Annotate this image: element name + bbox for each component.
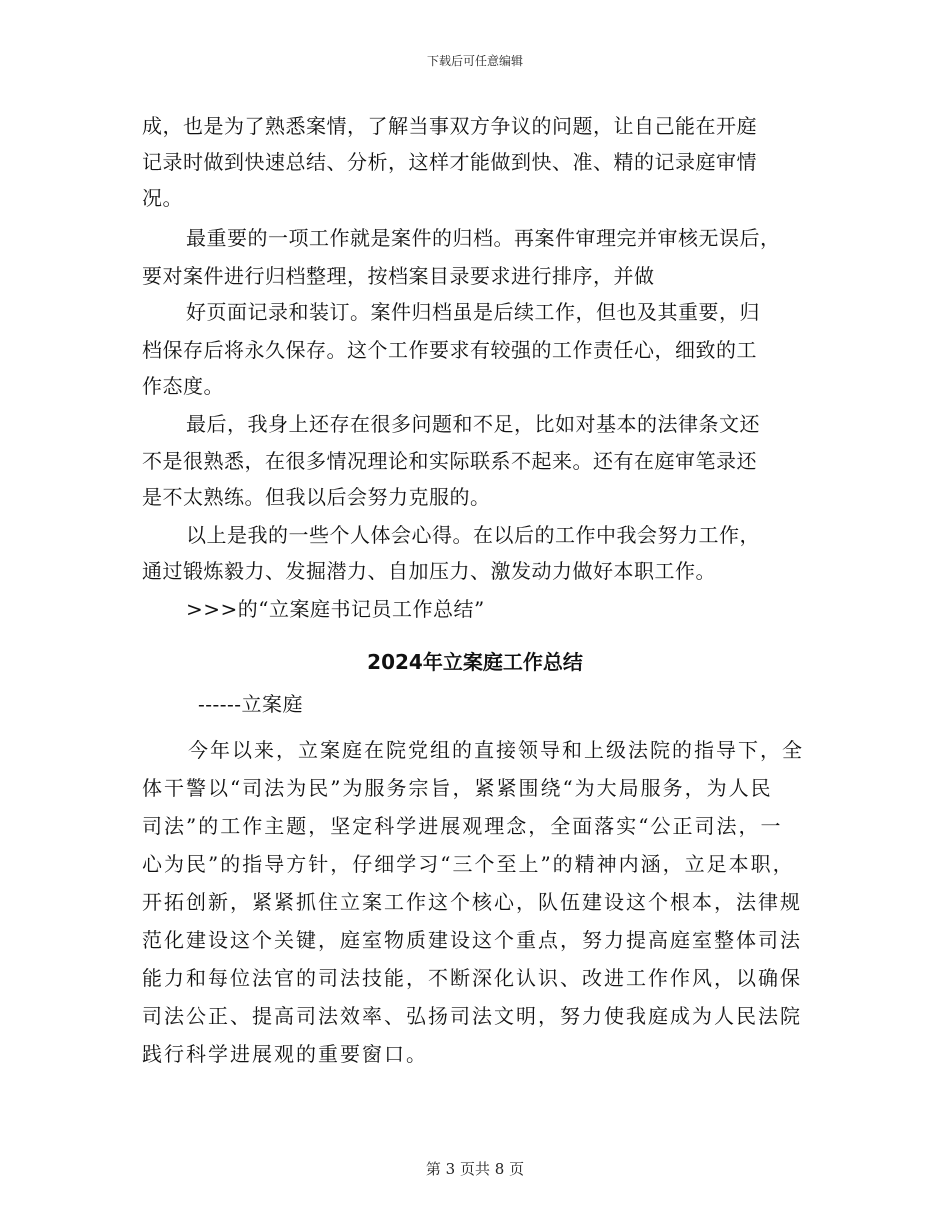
- text-line: 能力和每位法官的司法技能，不断深化认识、改进工作作风，以确保: [142, 966, 802, 990]
- text-line: 开拓创新，紧紧抓住立案工作这个核心，队伍建设这个根本，法律规: [142, 890, 802, 914]
- page-header: 下载后可任意编辑: [426, 54, 523, 68]
- text-line: 通过锻炼毅力、发掘潜力、自加压力、激发动力做好本职工作。: [142, 559, 716, 583]
- text-line: 心为民”的指导方针，仔细学习“三个至上”的精神内涵，立足本职，: [142, 852, 795, 876]
- section-byline: ------立案庭: [198, 692, 304, 716]
- text-line: 以上是我的一些个人体会心得。在以后的工作中我会努力工作，: [186, 523, 760, 547]
- text-line: 好页面记录和装订。案件归档虽是后续工作，但也及其重要，归: [186, 300, 760, 324]
- text-line: >>>的“立案庭书记员工作总结”: [186, 597, 485, 621]
- text-line: 司法公正、提高司法效率、弘扬司法文明，努力使我庭成为人民法院: [142, 1004, 802, 1028]
- text-line: 不是很熟悉，在很多情况理论和实际联系不起来。还有在庭审笔录还: [142, 449, 757, 473]
- text-line: 成，也是为了熟悉案情，了解当事双方争议的问题，让自己能在开庭: [142, 114, 757, 138]
- text-line: 是不太熟练。但我以后会努力克服的。: [142, 485, 491, 509]
- text-line: 范化建设这个关键，庭室物质建设这个重点，努力提高庭室整体司法: [142, 928, 802, 952]
- page-footer: 第 3 页共 8 页: [425, 1160, 525, 1178]
- section-title: 2024年立案庭工作总结: [367, 650, 583, 674]
- text-line: 司法”的工作主题，坚定科学进展观理念，全面落实“公正司法，一: [142, 814, 783, 838]
- text-line: 践行科学进展观的重要窗口。: [142, 1042, 428, 1066]
- text-line: 况。: [142, 186, 183, 210]
- text-line: 档保存后将永久保存。这个工作要求有较强的工作责任心，细致的工: [142, 338, 757, 362]
- text-line: 今年以来，立案庭在院党组的直接领导和上级法院的指导下，全: [188, 738, 804, 762]
- text-line: 作态度。: [142, 374, 224, 398]
- text-line: 要对案件进行归档整理，按档案目录要求进行排序，并做: [142, 264, 655, 288]
- text-line: 体干警以“司法为民”为服务宗旨，紧紧围绕“为大局服务，为人民: [142, 776, 773, 800]
- text-line: 最重要的一项工作就是案件的归档。再案件审理完并审核无误后，: [186, 226, 781, 250]
- text-line: 记录时做到快速总结、分析，这样才能做到快、准、精的记录庭审情: [142, 150, 757, 174]
- text-line: 最后，我身上还存在很多问题和不足，比如对基本的法律条文还: [186, 412, 760, 436]
